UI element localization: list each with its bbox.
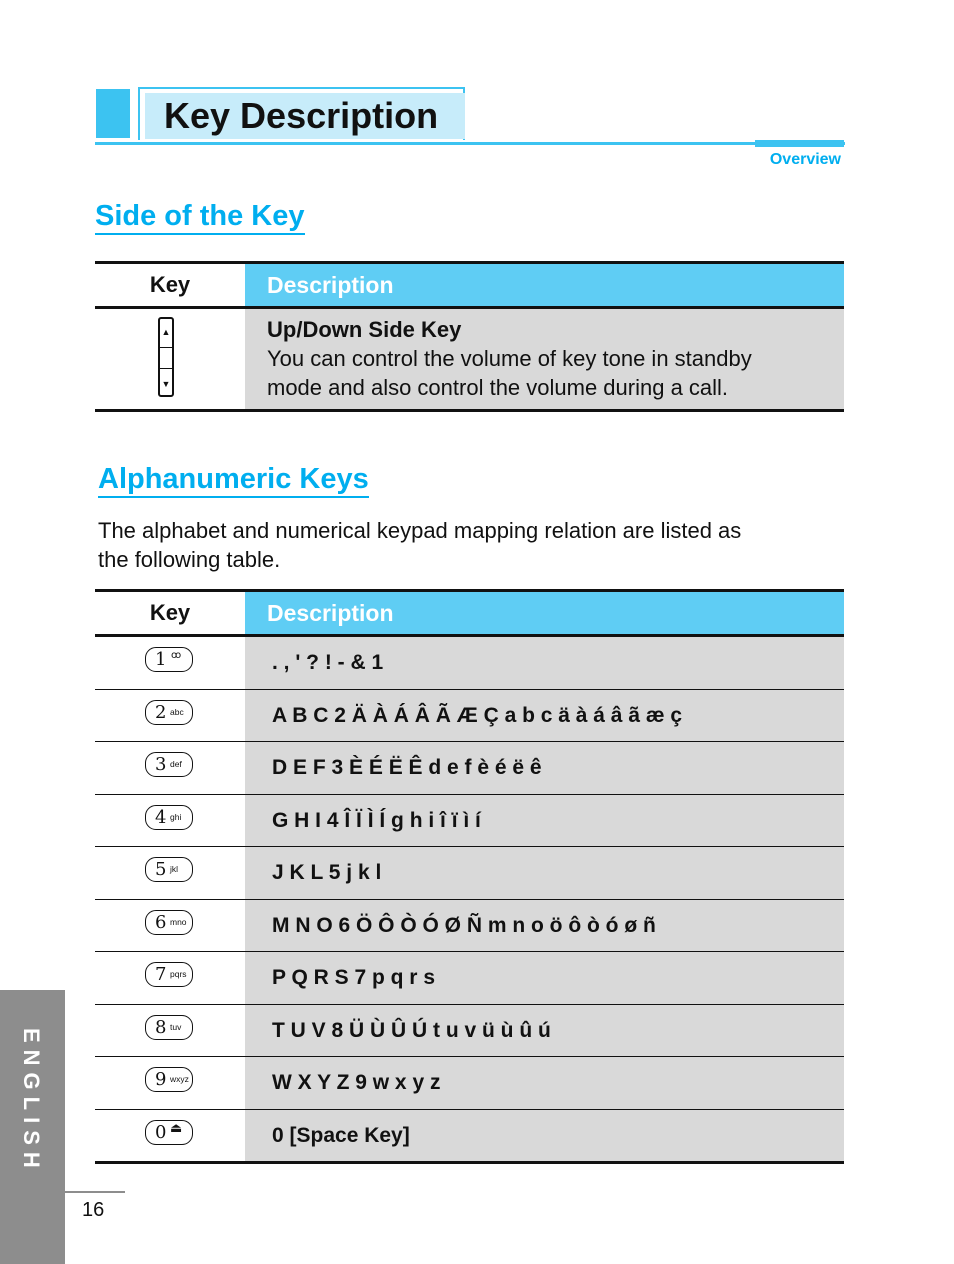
side-key-divider — [160, 347, 172, 369]
column-header-description: Description — [245, 264, 844, 306]
key-mapping: G H I 4 Î Ï Ì Í g h i î ï ì í — [245, 795, 844, 847]
key-3-icon: 3 def — [145, 752, 193, 777]
key-1-voicemail-icon: 1 ꝏ — [145, 647, 193, 672]
alphanumeric-key-table — [95, 589, 844, 1164]
table-header — [95, 589, 844, 637]
column-header-key: Key — [149, 600, 191, 625]
key-cell — [95, 690, 245, 742]
table-row — [95, 795, 844, 848]
key-mapping: . , ' ? ! - & 1 — [245, 637, 844, 689]
key-mapping: D E F 3 È É Ë Ê d e f è é ë ê — [245, 742, 844, 794]
page-number-rule — [65, 1191, 125, 1193]
key-cell — [95, 847, 245, 899]
header-rule — [95, 142, 845, 145]
header-accent-square — [96, 89, 130, 138]
key-mapping: 0 [Space Key] — [245, 1110, 844, 1162]
intro-line: the following table. — [98, 547, 281, 572]
table-row — [95, 690, 844, 743]
table-row — [95, 1005, 844, 1058]
down-arrow-icon: ▼ — [161, 379, 171, 389]
language-label: ENGLISH — [19, 1028, 44, 1175]
key-cell — [95, 795, 245, 847]
table-row — [95, 900, 844, 953]
section-tag: Overview — [769, 151, 841, 168]
key-5-icon: 5 jkl — [145, 857, 193, 882]
description-text-line: mode and also control the volume during a call. — [267, 375, 729, 400]
table-row — [95, 637, 844, 690]
description-title: Up/Down Side Key — [267, 317, 462, 342]
key-mapping: T U V 8 Ü Ù Û Ú t u v ü ù û ú — [245, 1005, 844, 1057]
alphanumeric-section-title: Alphanumeric Keys — [98, 462, 369, 498]
key-6-icon: 6 mno — [145, 910, 193, 935]
key-8-icon: 8 tuv — [145, 1015, 193, 1040]
language-side-tab — [0, 990, 65, 1264]
key-cell — [95, 637, 245, 689]
key-cell — [95, 742, 245, 794]
key-cell — [95, 309, 245, 409]
side-key-section-title: Side of the Key — [95, 199, 305, 235]
intro-line: The alphabet and numerical keypad mapping relation are listed as — [98, 518, 742, 543]
key-cell — [95, 1005, 245, 1057]
key-mapping: A B C 2 Ä À Á Â Ã Æ Ç a b c ä à á â ã æ ç — [245, 690, 844, 742]
key-7-icon: 7 pqrs — [145, 962, 193, 987]
column-header-key: Key — [149, 272, 191, 297]
key-9-icon: 9 wxyz — [145, 1067, 193, 1092]
key-mapping: J K L 5 j k l — [245, 847, 844, 899]
intro-paragraph — [98, 516, 828, 574]
table-row — [95, 847, 844, 900]
table-row — [95, 742, 844, 795]
header-tab-marker — [755, 140, 844, 147]
table-row — [95, 1057, 844, 1110]
key-mapping: M N O 6 Ö Ô Ò Ó Ø Ñ m n o ö ô ò ó ø ñ — [245, 900, 844, 952]
column-header-description: Description — [245, 592, 844, 634]
up-down-side-key-icon — [158, 317, 174, 397]
key-cell — [95, 1110, 245, 1162]
page-number: 16 — [82, 1199, 105, 1221]
key-mapping: P Q R S 7 p q r s — [245, 952, 844, 1004]
key-0-space-icon: 0 ⏏ — [145, 1120, 193, 1145]
page-title: Key Description — [164, 95, 439, 136]
description-cell — [245, 309, 844, 409]
key-mapping: W X Y Z 9 w x y z — [245, 1057, 844, 1109]
key-4-icon: 4 ghi — [145, 805, 193, 830]
table-row — [95, 309, 844, 412]
key-2-icon: 2 abc — [145, 700, 193, 725]
side-key-table — [95, 261, 844, 412]
table-header — [95, 261, 844, 309]
description-text-line: You can control the volume of key tone in standby — [267, 346, 752, 371]
table-row — [95, 952, 844, 1005]
key-cell — [95, 952, 245, 1004]
key-cell — [95, 900, 245, 952]
table-row — [95, 1110, 844, 1165]
up-arrow-icon: ▲ — [161, 327, 171, 337]
key-cell — [95, 1057, 245, 1109]
